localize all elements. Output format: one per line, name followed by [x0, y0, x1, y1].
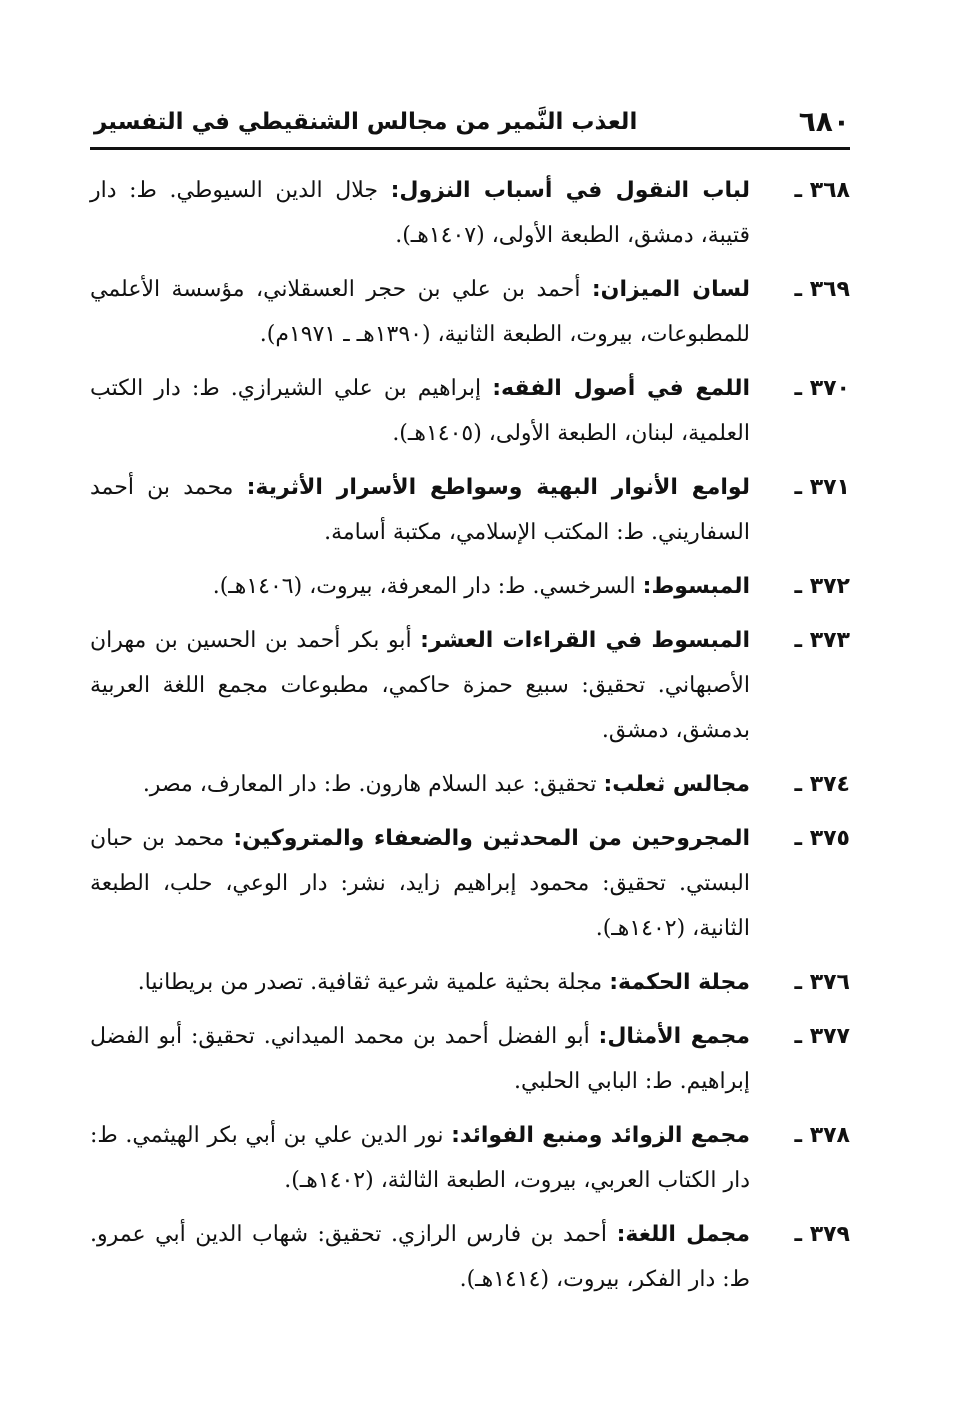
bibliography-entry	[90, 465, 850, 555]
bibliography-entry	[90, 816, 850, 951]
bibliography-entry	[90, 1014, 850, 1104]
entry-details: جلال الدين السيوطي. ط: دار قتيبة، دمشق، الطبعة الأولى، (١٤٠٧هـ).	[90, 178, 750, 248]
entry-number: ٣٧٠ ـ	[794, 376, 850, 401]
bibliography-list	[90, 168, 850, 1302]
entry-number: ٣٧٣ ـ	[794, 628, 850, 653]
entry-number: ٣٧٨ ـ	[794, 1123, 850, 1148]
header-rule	[90, 147, 850, 150]
entry-title: مجمع الأمثال:	[598, 1024, 750, 1049]
bibliography-entry	[90, 366, 850, 456]
entry-title: المبسوط:	[642, 574, 750, 599]
bibliography-entry	[90, 1113, 850, 1203]
entry-details: نور الدين علي بن أبي بكر الهيثمي. ط: دار الكتاب العربي، بيروت، الطبعة الثالثة، (١٤٠٢هـ).	[90, 1123, 750, 1193]
entry-title: مجمل اللغة:	[616, 1222, 750, 1247]
bibliography-entry	[90, 960, 850, 1005]
entry-details: إبراهيم بن علي الشيرازي. ط: دار الكتب العلمية، لبنان، الطبعة الأولى، (١٤٠٥هـ).	[90, 376, 750, 446]
bibliography-entry	[90, 168, 850, 258]
entry-title: لباب النقول في أسباب النزول:	[390, 178, 750, 203]
entry-number: ٣٧٥ ـ	[794, 826, 850, 851]
page-header	[90, 105, 850, 147]
entry-details: أبو بكر أحمد بن الحسين بن مهران الأصبهاني. تحقيق: سبيع حمزة حاكمي، مطبوعات مجمع اللغة العربية بدمشق، دمشق.	[90, 628, 750, 743]
entry-number: ٣٧٤ ـ	[794, 772, 850, 797]
entry-title: المجروحين من المحدثين والضعفاء والمتروكين:	[233, 826, 750, 851]
entry-details: تحقيق: عبد السلام هارون. ط: دار المعارف، مصر.	[142, 772, 604, 797]
entry-title: مجمع الزوائد ومنبع الفوائد:	[451, 1123, 750, 1148]
entry-details: محمد بن حبان البستي. تحقيق: محمود إبراهيم زايد، نشر: دار الوعي، حلب، الطبعة الثانية، (١٤٠٢هـ).	[90, 826, 750, 941]
entry-title: مجلة الحكمة:	[609, 970, 750, 995]
entry-title: مجالس ثعلب:	[603, 772, 750, 797]
entry-details: أحمد بن علي بن حجر العسقلاني، مؤسسة الأعلمي للمطبوعات، بيروت، الطبعة الثانية، (١٣٩٠هـ ـ ١٩٧١م).	[90, 277, 750, 347]
book-page	[90, 105, 850, 1311]
bibliography-entry	[90, 564, 850, 609]
bibliography-entry	[90, 762, 850, 807]
bibliography-entry	[90, 267, 850, 357]
entry-number: ٣٦٩ ـ	[794, 277, 850, 302]
entry-number: ٣٧١ ـ	[794, 475, 850, 500]
entry-details: أحمد بن فارس الرازي. تحقيق: شهاب الدين أبي عمرو. ط: دار الفكر، بيروت، (١٤١٤هـ).	[90, 1222, 750, 1292]
entry-details: أبو الفضل أحمد بن محمد الميداني. تحقيق: أبو الفضل إبراهيم. ط: البابي الحلبي.	[90, 1024, 750, 1094]
entry-details: السرخسي. ط: دار المعرفة، بيروت، (١٤٠٦هـ).	[212, 574, 643, 599]
entry-title: اللمع في أصول الفقه:	[492, 376, 750, 401]
page-number: ٦٨٠	[798, 105, 850, 138]
entry-number: ٣٦٨ ـ	[794, 178, 850, 203]
entry-title: لسان الميزان:	[591, 277, 750, 302]
entry-number: ٣٧٦ ـ	[794, 970, 850, 995]
entry-details: مجلة بحثية علمية شرعية ثقافية. تصدر من بريطانيا.	[137, 970, 610, 995]
entry-title: المبسوط في القراءات العشر:	[420, 628, 750, 653]
entry-title: لوامع الأنوار البهية وسواطع الأسرار الأثرية:	[246, 475, 750, 500]
bibliography-entry	[90, 618, 850, 753]
entry-number: ٣٧٩ ـ	[794, 1222, 850, 1247]
entry-number: ٣٧٢ ـ	[794, 574, 850, 599]
running-title: العذب النَّمير من مجالس الشنقيطي في التفسير	[94, 109, 638, 135]
entry-details: محمد بن أحمد السفاريني. ط: المكتب الإسلامي، مكتبة أسامة.	[90, 475, 750, 545]
entry-number: ٣٧٧ ـ	[794, 1024, 850, 1049]
bibliography-entry	[90, 1212, 850, 1302]
